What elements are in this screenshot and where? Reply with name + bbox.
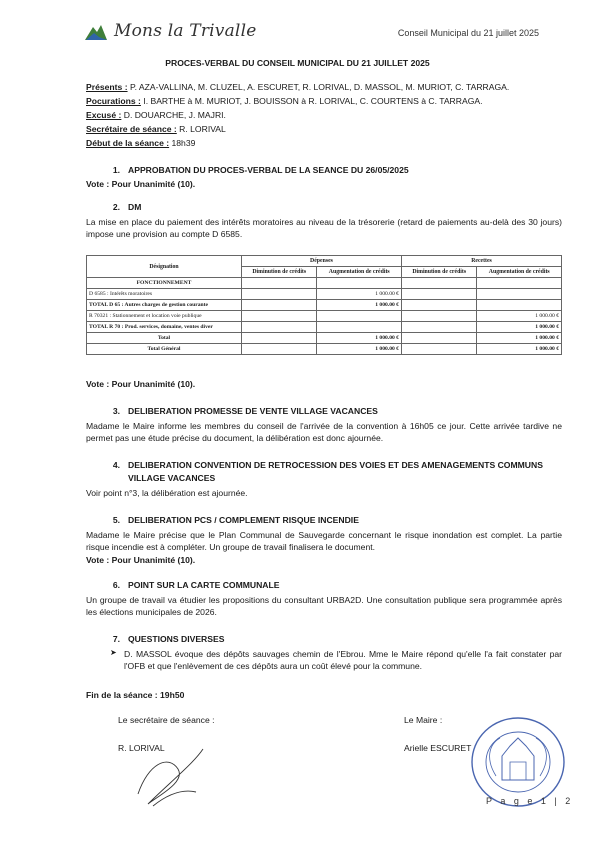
row-label: TOTAL R 70 : Prod. services, domaine, ventes diver [87,322,242,333]
vote-section-1: Vote : Pour Unanimité (10). [86,179,196,189]
secretary-signature-name: R. LORIVAL [118,743,165,753]
mayor-signature-name: Arielle ESCURET [404,743,472,753]
cell-rec-dim [401,333,476,344]
section-4-heading-cont: VILLAGE VACANCES [128,473,216,483]
vote-section-5: Vote : Pour Unanimité (10). [86,555,196,565]
section-5-heading [86,515,359,525]
cell-rec-dim [401,322,476,333]
col-dep-augmentation: Augmentation de crédits [317,267,402,278]
cell-dep-aug: 1 000.00 € [317,300,402,311]
section-title: QUESTIONS DIVERSES [128,634,225,644]
col-rec-augmentation: Augmentation de crédits [477,267,562,278]
presents-line [86,82,509,92]
excuse-label: Excusé : [86,110,122,120]
cell-dep-dim [242,289,317,300]
cell-dep-dim [242,333,317,344]
end-time: Fin de la séance : 19h50 [86,690,185,700]
cell-dep-aug [317,278,402,289]
section-7-text: D. MASSOL évoque des dépôts sauvages chemin de l'Ebrou. Mme le Maire répond qu'elle l'a fait constater par l'OFB et que l'enlèvement de ces dépôts aura un coût élevé pour la commune. [124,649,562,672]
cell-rec-aug [477,278,562,289]
row-label: Total [87,333,242,344]
start-time-label: Début de la séance : [86,138,170,148]
procurations-value: I. BARTHE à M. MURIOT, J. BOUISSON à R. LORIVAL, C. COURTENS à C. TARRAGA. [140,96,483,106]
col-rec-diminution: Diminution de crédits [401,267,476,278]
procurations-label: Pocurations : [86,96,141,106]
col-recettes: Recettes [401,256,561,267]
cell-dep-aug [317,311,402,322]
presents-value: P. AZA-VALLINA, M. CLUZEL, A. ESCURET, R. LORIVAL, D. MASSOL, M. MURIOT, C. TARRAGA. [127,82,510,92]
vote-section-2: Vote : Pour Unanimité (10). [86,379,196,389]
section-number: 5. [112,515,120,525]
section-number: 3. [112,406,120,416]
cell-dep-dim [242,311,317,322]
section-2-heading [86,202,141,212]
cell-dep-aug: 1 000.00 € [317,333,402,344]
col-depenses: Dépenses [242,256,402,267]
cell-dep-dim [242,300,317,311]
cell-rec-dim [401,344,476,355]
section-number: 2. [112,202,120,212]
cell-dep-aug: 1 000.00 € [317,289,402,300]
section-title: DELIBERATION PROMESSE DE VENTE VILLAGE VACANCES [128,406,378,416]
section-1-heading [86,165,409,175]
section-5-text: Madame le Maire précise que le Plan Communal de Sauvegarde concernant le risque inondation est complet. La partie risque incendie est à compléter. Un groupe de travail finalisera le document. [86,530,562,553]
cell-dep-dim [242,322,317,333]
section-title: POINT SUR LA CARTE COMMUNALE [128,580,280,590]
cell-dep-aug [317,322,402,333]
cell-rec-aug [477,289,562,300]
cell-rec-aug [477,300,562,311]
row-label: FONCTIONNEMENT [87,278,242,289]
cell-dep-dim [242,344,317,355]
cell-rec-dim [401,300,476,311]
municipality-logo [84,20,264,44]
table-row [87,322,562,333]
section-title: APPROBATION DU PROCES-VERBAL DE LA SEANCE DU 26/05/2025 [128,165,409,175]
row-label: D 6585 : Intérêts moratoires [87,289,242,300]
cell-rec-dim [401,278,476,289]
cell-rec-aug: 1 000.00 € [477,311,562,322]
dm-text: La mise en place du paiement des intérêts moratoires au niveau de la trésorerie (retard de paiements au-delà des 30 jours) impose une provision au compte D 6585. [86,217,562,240]
page-number: P a g e 1 | 2 [486,796,574,806]
section-number: 1. [112,165,120,175]
excuse-value: D. DOUARCHE, J. MAJRI. [121,110,226,120]
section-title: DM [128,202,142,212]
col-dep-diminution: Diminution de crédits [242,267,317,278]
section-number: 7. [112,634,120,644]
start-time-value: 18h39 [169,138,196,148]
logo-text: Mons la Trivalle [114,21,257,41]
secretary-signature-title: Le secrétaire de séance : [118,715,215,725]
mayor-signature-title: Le Maire : [404,715,443,725]
budget-table [86,255,562,355]
secretary-label: Secrétaire de séance : [86,124,177,134]
cell-rec-aug: 1 000.00 € [477,344,562,355]
row-label: R 70321 : Stationnement et location voie publique [87,311,242,322]
excuse-line [86,110,226,120]
header-date: Conseil Municipal du 21 juillet 2025 [397,28,539,38]
row-label: Total Général [87,344,242,355]
row-label: TOTAL D 65 : Autres charges de gestion courante [87,300,242,311]
section-number: 6. [112,580,120,590]
table-row [87,278,562,289]
cell-rec-dim [401,289,476,300]
procurations-line [86,96,483,106]
town-hall-stamp-icon [466,710,586,810]
mayor-stamp [466,710,586,810]
table-row [87,333,562,344]
start-time-line [86,138,195,148]
section-number: 4. [112,460,120,470]
table-row [87,300,562,311]
section-title: DELIBERATION CONVENTION DE RETROCESSION DES VOIES ET DES AMENAGEMENTS COMMUNS [128,460,543,470]
table-row [87,344,562,355]
mountain-logo-icon [84,20,108,42]
col-designation: Désignation [87,256,242,278]
section-7-heading [86,634,224,644]
section-title: DELIBERATION PCS / COMPLEMENT RISQUE INCENDIE [128,515,359,525]
section-4-heading [86,460,543,470]
cell-rec-dim [401,311,476,322]
cell-dep-aug: 1 000.00 € [317,344,402,355]
table-row [87,289,562,300]
section-6-heading [86,580,280,590]
secretary-line [86,124,226,134]
presents-label: Présents : [86,82,128,92]
secretary-signature-icon [108,734,218,814]
document-title: PROCES-VERBAL DU CONSEIL MUNICIPAL DU 21 JUILLET 2025 [165,58,430,68]
cell-dep-dim [242,278,317,289]
table-row [87,311,562,322]
secretary-value: R. LORIVAL [176,124,226,134]
section-3-text: Madame le Maire informe les membres du conseil de l'arrivée de la convention à 16h05 ce jour. Cette arrivée tardive ne permet pas une étude précise du document, la délibération est donc ajournée. [86,421,562,444]
section-4-text: Voir point n°3, la délibération est ajournée. [86,488,248,498]
section-3-heading [86,406,378,416]
arrow-bullet-icon: ➤ [110,648,117,657]
cell-rec-aug: 1 000.00 € [477,322,562,333]
section-6-text: Un groupe de travail va étudier les propositions du consultant URBA2D. Une consultation publique sera programmée après les élections municipales de 2026. [86,595,562,618]
cell-rec-aug: 1 000.00 € [477,333,562,344]
